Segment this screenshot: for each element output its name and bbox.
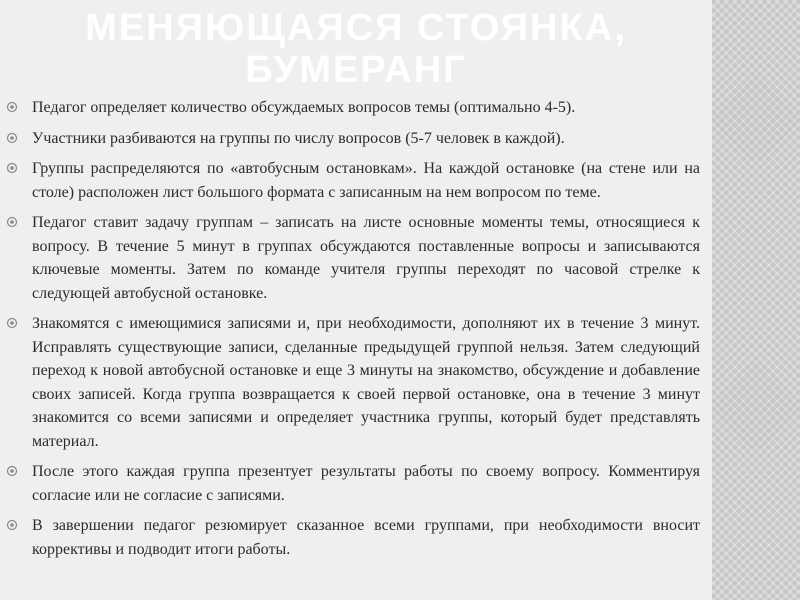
bullet-item xyxy=(0,157,712,204)
circle-bullet-icon xyxy=(6,101,18,113)
circle-bullet-icon xyxy=(6,519,18,531)
bullet-text: Группы распределяются по «автобусным остановкам». На каждой остановке (на стене или на столе) расположен лист большого формата с записанным на нем вопросом по теме. xyxy=(32,160,700,201)
slide-title-line2: БУМЕРАНГ xyxy=(245,49,467,91)
bullet-text: После этого каждая группа презентует результаты работы по своему вопросу. Комментируя согласие или не согласие с записями. xyxy=(32,463,700,504)
circle-bullet-icon xyxy=(6,162,18,174)
bullet-text: Участники разбиваются на группы по числу вопросов (5-7 человек в каждой). xyxy=(32,129,565,147)
bullet-item xyxy=(0,96,712,120)
bullet-item xyxy=(0,514,712,561)
circle-bullet-icon xyxy=(6,317,18,329)
bullet-item xyxy=(0,211,712,305)
decorative-side-strip xyxy=(712,0,800,600)
bullet-text: В завершении педагог резюмирует сказанное всеми группами, при необходимости вносит коррективы и подводит итоги работы. xyxy=(32,517,700,558)
bullet-text: Педагог ставит задачу группам – записать на листе основные моменты темы, относящиеся к вопросу. В течение 5 минут в группах обсуждаются поставленные вопросы и записываются ключевые моменты. Затем по команде учителя группы переходят по часовой стрелке к следующей автобусной остановке. xyxy=(32,214,700,302)
bullet-item xyxy=(0,312,712,453)
bullet-item xyxy=(0,460,712,507)
bullet-text: Знакомятся с имеющимися записями и, при необходимости, дополняют их в течение 3 минут. Исправлять существующие записи, сделанные предыдущей группой нельзя. Затем следующий переход к новой автобусной остановке и еще 3 минуты на знакомство, обсуждение и добавление своих записей. Когда группа возвращается к своей первой остановке, она в течение 3 минут знакомится со всеми записями и определяет участника группы, который будет представлять материал. xyxy=(32,315,700,450)
circle-bullet-icon xyxy=(6,132,18,144)
bullet-list xyxy=(0,96,712,568)
circle-bullet-icon xyxy=(6,216,18,228)
bullet-text: Педагог определяет количество обсуждаемых вопросов темы (оптимально 4-5). xyxy=(32,99,576,116)
slide-title-line1: МЕНЯЮЩАЯСЯ СТОЯНКА, xyxy=(85,7,627,49)
bullet-item xyxy=(0,127,712,151)
circle-bullet-icon xyxy=(6,465,18,477)
